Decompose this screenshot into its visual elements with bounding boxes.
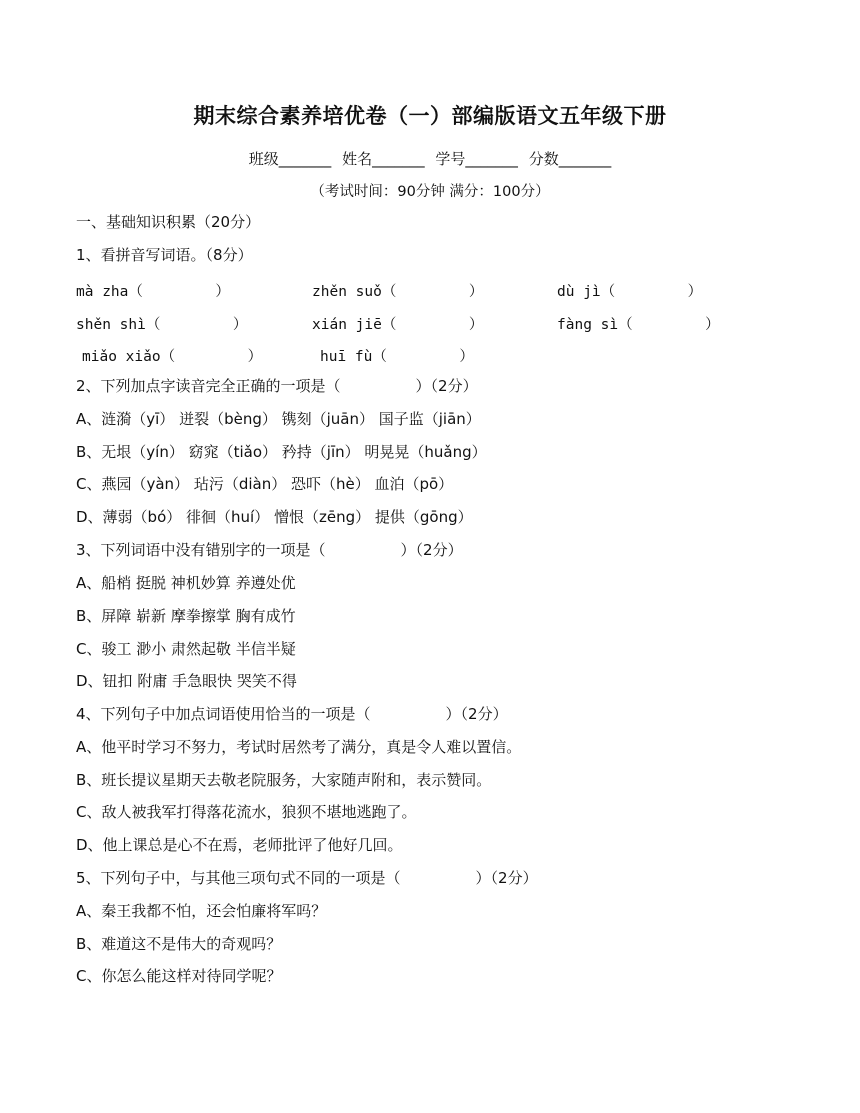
pinyin-item[interactable]: mà zha（ ）: [76, 284, 230, 300]
q5-option-c[interactable]: C、你怎么能这样对待同学呢？: [76, 967, 282, 985]
q2-option-c[interactable]: C、燕园（yàn） 玷污（diàn） 恐吓（hè） 血泊（pō）: [76, 475, 454, 493]
pinyin-item[interactable]: zhěn suǒ（ ）: [312, 284, 484, 300]
q3-option-d[interactable]: D、钮扣 附庸 手急眼快 哭笑不得: [76, 672, 297, 690]
student-info-line: [0, 148, 860, 169]
pinyin-item[interactable]: huī fù（ ）: [320, 349, 474, 365]
q4-option-b[interactable]: B、班长提议星期天去敬老院服务，大家随声附和，表示赞同。: [76, 771, 492, 789]
q2-option-a[interactable]: A、涟漪（yī） 迸裂（bèng） 镌刻（juān） 国子监（jiān）: [76, 410, 481, 428]
pinyin-item[interactable]: xián jiē（ ）: [312, 317, 484, 333]
q2-option-b[interactable]: B、无垠（yín） 窈窕（tiǎo） 矜持（jīn） 明晃晃（huǎng）: [76, 443, 487, 461]
q5-option-a[interactable]: A、秦王我都不怕，还会怕廉将军吗？: [76, 902, 327, 920]
q3-option-b[interactable]: B、屏障 崭新 摩拳擦掌 胸有成竹: [76, 607, 296, 625]
pinyin-item[interactable]: fàng sì（ ）: [557, 317, 720, 333]
q4-option-d[interactable]: D、他上课总是心不在焉，老师批评了他好几回。: [76, 836, 403, 854]
number-field[interactable]: 学号_______: [435, 150, 518, 168]
exam-time-note: （考试时间：90分钟 满分：100分）: [310, 184, 550, 200]
question-1-stem: 1、看拼音写词语。（8分）: [76, 246, 253, 264]
name-field[interactable]: 姓名_______: [342, 150, 425, 168]
section-heading: 一、基础知识积累（20分）: [76, 213, 261, 231]
q3-option-a[interactable]: A、船梢 挺脱 神机妙算 养遵处优: [76, 574, 296, 592]
question-5-stem: 5、下列句子中，与其他三项句式不同的一项是（ ）（2分）: [76, 869, 538, 887]
q4-option-c[interactable]: C、敌人被我军打得落花流水，狼狈不堪地逃跑了。: [76, 803, 417, 821]
question-3-stem: 3、下列词语中没有错别字的一项是（ ）（2分）: [76, 541, 463, 559]
pinyin-item[interactable]: dù jì（ ）: [557, 284, 703, 300]
q5-option-b[interactable]: B、难道这不是伟大的奇观吗？: [76, 935, 282, 953]
page-title: 期末综合素养培优卷（一）部编版语文五年级下册: [193, 104, 667, 128]
question-2-stem: 2、下列加点字读音完全正确的一项是（ ）（2分）: [76, 377, 478, 395]
question-4-stem: 4、下列句子中加点词语使用恰当的一项是（ ）（2分）: [76, 705, 508, 723]
q2-option-d[interactable]: D、薄弱（bó） 徘徊（huí） 憎恨（zēng） 提供（gōng）: [76, 508, 473, 526]
pinyin-item[interactable]: shěn shì（ ）: [76, 317, 248, 333]
q4-option-a[interactable]: A、他平时学习不努力，考试时居然考了满分，真是令人难以置信。: [76, 738, 522, 756]
score-field[interactable]: 分数_______: [528, 150, 612, 168]
q3-option-c[interactable]: C、骏工 渺小 肃然起敬 半信半疑: [76, 640, 296, 658]
pinyin-item[interactable]: miǎo xiǎo（ ）: [82, 349, 263, 365]
class-field[interactable]: 班级_______: [248, 150, 332, 168]
